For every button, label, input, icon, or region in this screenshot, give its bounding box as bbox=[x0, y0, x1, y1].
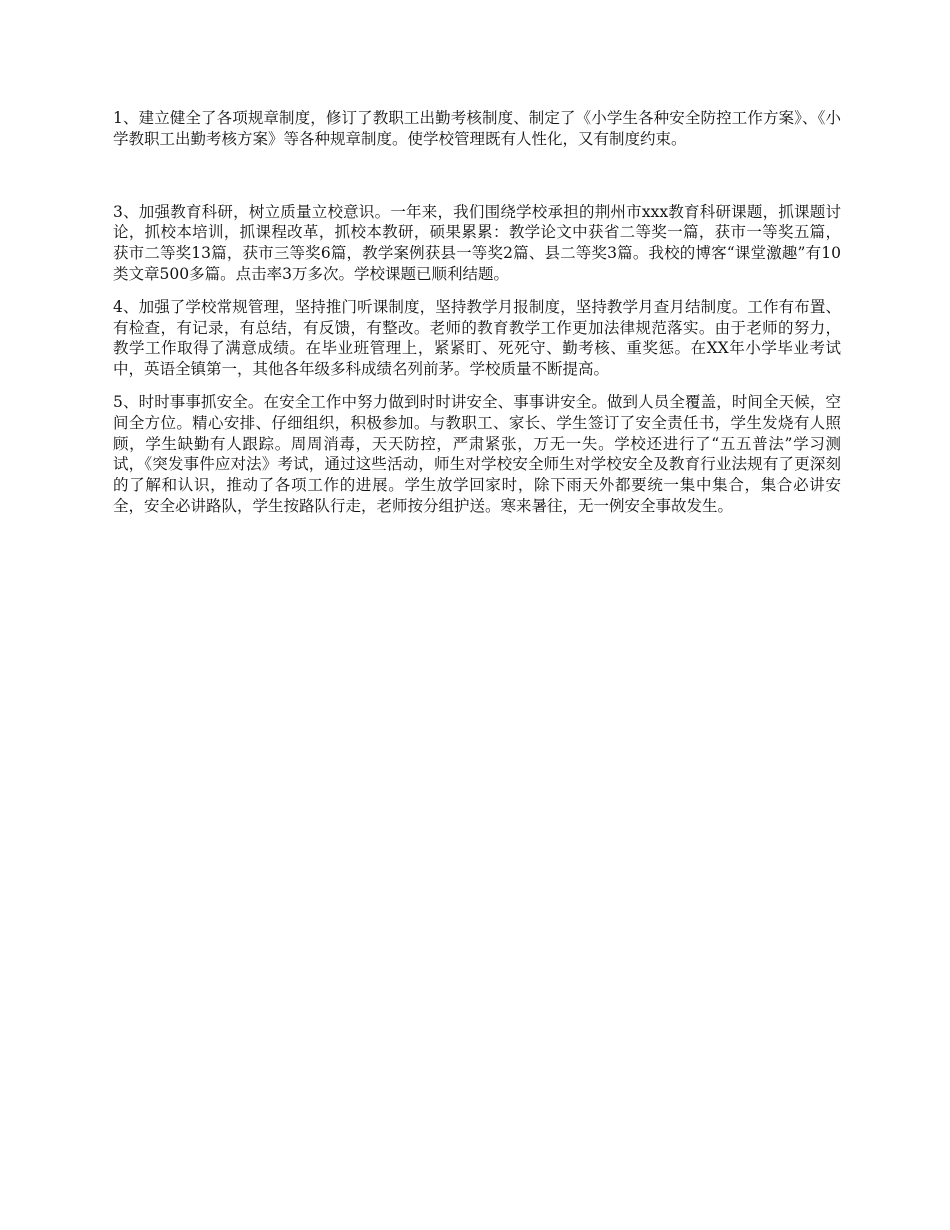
paragraph-spacer bbox=[113, 380, 841, 392]
paragraph-1: 1、建立健全了各项规章制度，修订了教职工出勤考核制度、制定了《小学生各种安全防控工作方案》、《小学教职工出勤考核方案》等各种规章制度。使学校管理既有人性化，又有制度约束。 bbox=[113, 109, 841, 148]
paragraph-5: 5、时时事事抓安全。在安全工作中努力做到时时讲安全、事事讲安全。做到人员全覆盖，时间全天候，空间全方位。精心安排、仔细组织，积极参加。与教职工、家长、学生签订了安全责任书，学生发烧有人照顾，学生缺勤有人跟踪。周周消毒，天天防控，严肃紧张，万无一失。学校还进行了“五五普法”学习测试，《突发事件应对法》考试，通过这些活动，师生对学校安全师生对学校安全及教育行业法规有了更深刻的了解和认识，推动了各项工作的进展。学生放学回家时，除下雨天外都要统一集中集合，集合必讲安全，安全必讲路队，学生按路队行走，老师按分组护送。寒来暑往，无一例安全事故发生。 bbox=[113, 392, 841, 515]
paragraph-spacer bbox=[113, 150, 841, 202]
document-body bbox=[113, 108, 841, 517]
paragraph-spacer bbox=[113, 285, 841, 297]
paragraph-4: 4、加强了学校常规管理，坚持推门听课制度，坚持教学月报制度，坚持教学月查月结制度。工作有布置、有检查，有记录，有总结，有反馈，有整改。老师的教育教学工作更加法律规范落实。由于老师的努力，教学工作取得了满意成绩。在毕业班管理上，紧紧盯、死死守、勤考核、重奖惩。在XX年小学毕业考试中，英语全镇第一，其他各年级多科成绩名列前茅。学校质量不断提高。 bbox=[113, 297, 841, 379]
paragraph-3: 3、加强教育科研，树立质量立校意识。一年来，我们围绕学校承担的荆州市xxx教育科研课题，抓课题讨论，抓校本培训，抓课程改革，抓校本教研，硕果累累：教学论文中获省二等奖一篇，获市一等奖五篇，获市二等奖13篇，获市三等奖6篇，教学案例获县一等奖2篇、县二等奖3篇。我校的博客“课堂激趣”有10类文章500多篇。点击率3万多次。学校课题已顺利结题。 bbox=[113, 202, 841, 283]
